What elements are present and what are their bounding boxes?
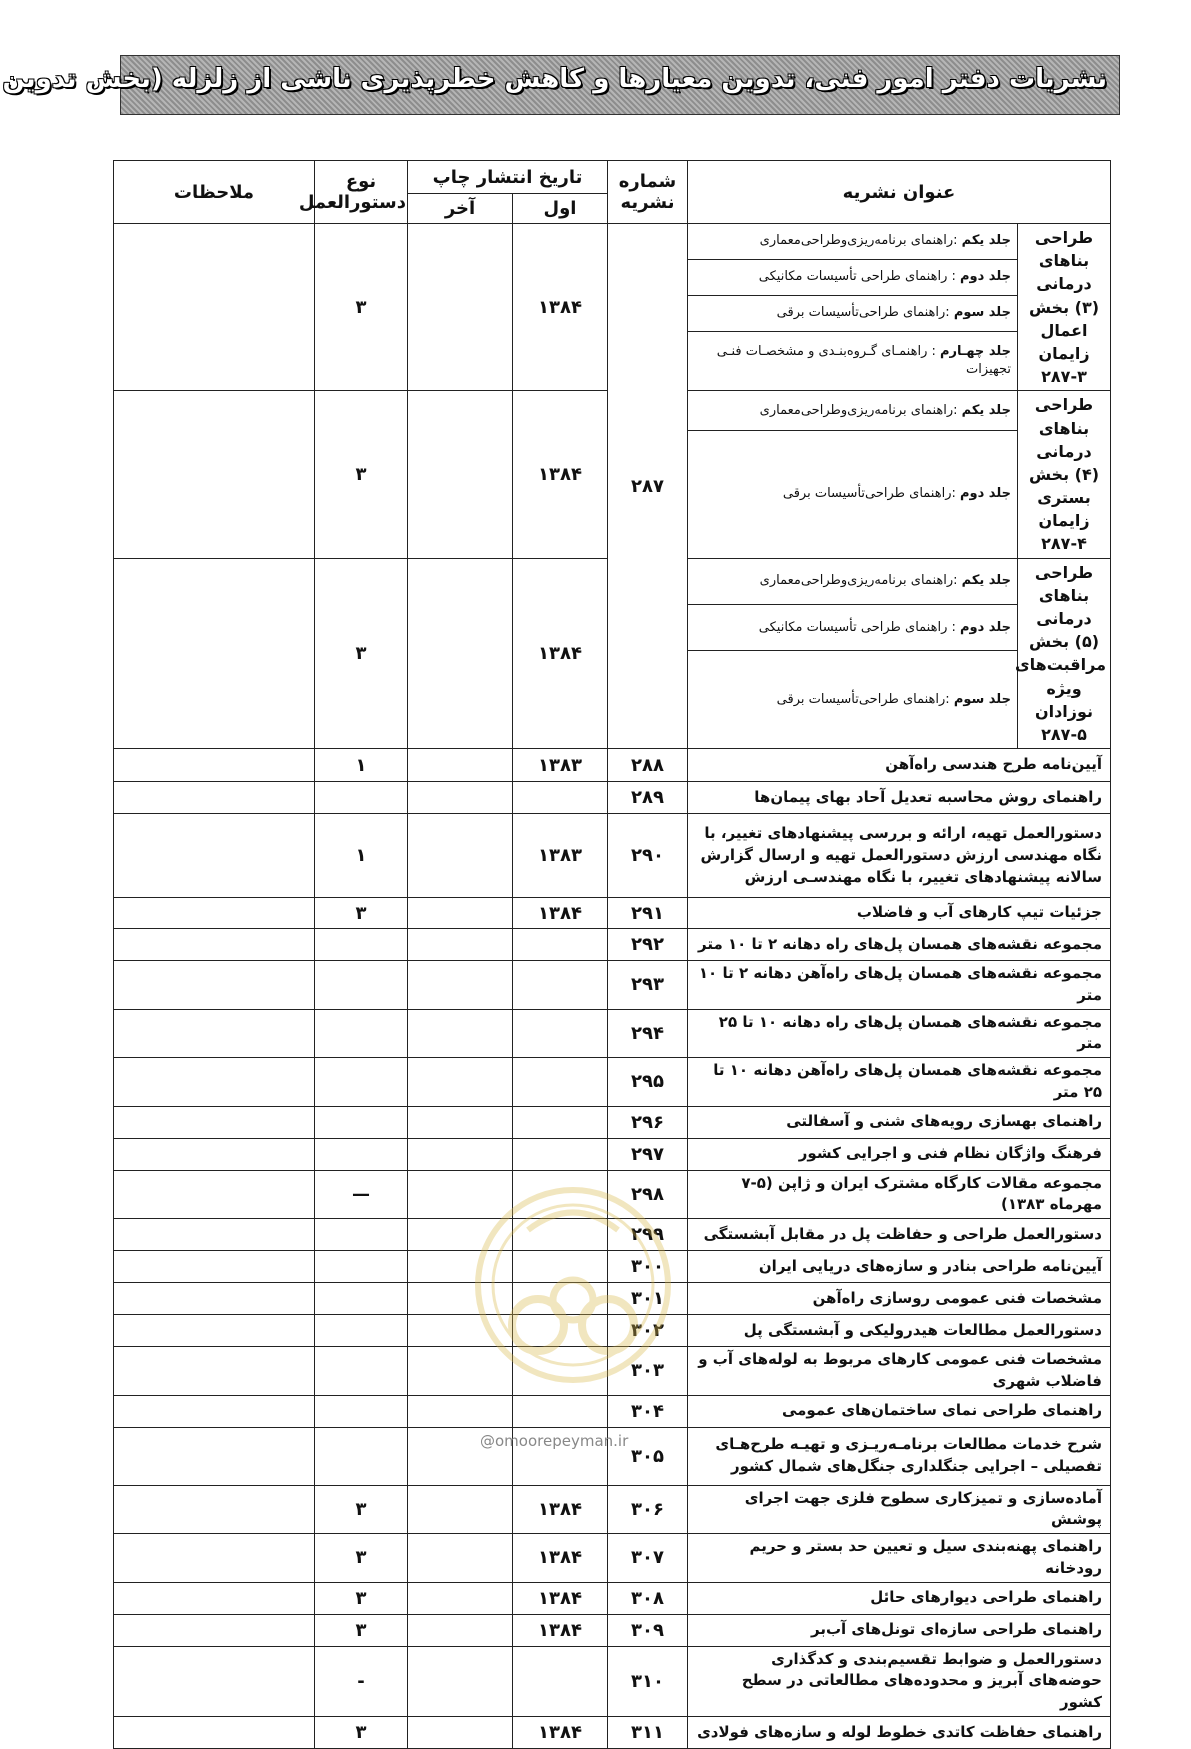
publication-number: ۲۹۷	[608, 1138, 688, 1170]
publication-number: ۳۰۸	[608, 1582, 688, 1614]
publication-title: مجموعه نقشه‌های همسان پل‌های راه‌آهن دهانه ۲ تا ۱۰ متر	[688, 961, 1111, 1010]
instruction-type	[315, 1427, 408, 1485]
notes	[114, 1716, 315, 1748]
date-first	[513, 929, 608, 961]
date-first	[513, 1009, 608, 1058]
publication-number: ۳۰۱	[608, 1283, 688, 1315]
group-name: طراحی بناهای درمانی (۵) بخش مراقبت‌های ویژه نوزادان ۵-۲۸۷	[1018, 558, 1111, 749]
date-first	[513, 1315, 608, 1347]
date-last	[408, 1219, 513, 1251]
publication-title: راهنمای پهنه‌بندی سیل و تعیین حد بستر و حریم رودخانه	[688, 1534, 1111, 1583]
publication-number: ۳۰۶	[608, 1485, 688, 1534]
table-row	[114, 961, 1111, 1010]
publication-number: ۳۰۷	[608, 1534, 688, 1583]
instruction-type: ۳	[315, 1485, 408, 1534]
instruction-type: ۳	[315, 558, 408, 749]
notes	[114, 929, 315, 961]
publication-number: ۳۰۴	[608, 1395, 688, 1427]
notes	[114, 1646, 315, 1716]
date-first	[513, 1170, 608, 1219]
date-first: ۱۳۸۴	[513, 1582, 608, 1614]
volume-cell	[688, 391, 1018, 431]
date-last	[408, 1485, 513, 1534]
instruction-type	[315, 929, 408, 961]
publication-title: مشخصات فنی عمومی روسازی راه‌آهن	[688, 1283, 1111, 1315]
publication-number: ۳۱۱	[608, 1716, 688, 1748]
group-name: طراحی بناهای درمانی (۴) بخش بستری زایمان ۴-۲۸۷	[1018, 391, 1111, 558]
publication-number: ۳۰۵	[608, 1427, 688, 1485]
publication-number: ۲۹۵	[608, 1058, 688, 1107]
table-row	[114, 1582, 1111, 1614]
volume-text: :راهنمای طراحی‌تأسیسات برقی	[782, 486, 960, 502]
volume-cell	[688, 295, 1018, 331]
notes	[114, 898, 315, 929]
date-first: ۱۳۸۴	[513, 1485, 608, 1534]
publication-title: جزئیات تیپ کارهای آب و فاضلاب	[688, 898, 1111, 929]
instruction-type	[315, 1315, 408, 1347]
date-first: ۱۳۸۴	[513, 1716, 608, 1748]
table-row	[114, 1395, 1111, 1427]
publication-number: ۲۹۴	[608, 1009, 688, 1058]
notes	[114, 1251, 315, 1283]
date-first: ۱۳۸۴	[513, 391, 608, 558]
date-last	[408, 224, 513, 391]
volume-label: جلد دوم	[960, 486, 1011, 502]
date-first	[513, 1251, 608, 1283]
table-row	[114, 1058, 1111, 1107]
volume-text: :راهنمای برنامه‌ریزی‌وطراحی‌معماری	[759, 402, 962, 418]
volume-cell	[688, 430, 1018, 558]
instruction-type: ۱	[315, 814, 408, 898]
volume-text: :راهنمای برنامه‌ریزی‌وطراحی‌معماری	[759, 573, 962, 589]
instruction-type: —	[315, 1170, 408, 1219]
publication-title: راهنمای حفاظت کاتدی خطوط لوله و سازه‌های فولادی	[688, 1716, 1111, 1748]
header-date-last: آخر	[408, 194, 513, 224]
date-first: ۱۳۸۴	[513, 224, 608, 391]
publication-number: ۳۰۰	[608, 1251, 688, 1283]
instruction-type	[315, 782, 408, 814]
publication-title: دستورالعمل تهیه، ارائه و بررسی پیشنهادهای تغییر، با نگاه مهندسی ارزش دستورالعمل تهیه و ارسال گزارش سالانه پیشنهادهای تغییر، با نگاه مهندسـی ارزش	[688, 814, 1111, 898]
notes	[114, 1395, 315, 1427]
date-last	[408, 929, 513, 961]
publication-number: ۲۹۳	[608, 961, 688, 1010]
notes	[114, 814, 315, 898]
date-first	[513, 1646, 608, 1716]
publication-number: ۳۰۲	[608, 1315, 688, 1347]
instruction-type: -	[315, 1646, 408, 1716]
notes	[114, 1485, 315, 1534]
date-first	[513, 1138, 608, 1170]
notes	[114, 1534, 315, 1583]
header-title: عنوان نشریه	[688, 161, 1111, 224]
table-row	[114, 1485, 1111, 1534]
notes	[114, 1614, 315, 1646]
publication-number: ۳۰۹	[608, 1614, 688, 1646]
table-row	[114, 814, 1111, 898]
table-row	[114, 1170, 1111, 1219]
table-row	[114, 1106, 1111, 1138]
volume-text: : راهنمای طراحی تأسیسات مکانیکی	[758, 619, 960, 635]
volume-label: جلد سوم	[953, 305, 1011, 321]
date-last	[408, 1106, 513, 1138]
volume-text: :راهنمای برنامه‌ریزی‌وطراحی‌معماری	[759, 233, 962, 249]
publication-title: راهنمای روش محاسبه تعدیل آحاد بهای پیمان‌ها	[688, 782, 1111, 814]
notes	[114, 1283, 315, 1315]
volume-cell	[688, 224, 1018, 260]
header-number: شماره نشریه	[608, 161, 688, 224]
publication-title: آیین‌نامه طراحی بنادر و سازه‌های دریایی ایران	[688, 1251, 1111, 1283]
notes	[114, 1582, 315, 1614]
date-first	[513, 1283, 608, 1315]
instruction-type	[315, 1106, 408, 1138]
banner-title: نشریات دفتر امور فنی، تدوین معیارها و کاهش خطرپذیری ناشی از زلزله (بخش تدوین	[2, 64, 1107, 94]
publication-title: دستورالعمل مطالعات هیدرولیکی و آبشستگی پل	[688, 1315, 1111, 1347]
publication-number: ۲۸۷	[608, 224, 688, 749]
instruction-type	[315, 1251, 408, 1283]
table-row	[114, 224, 1111, 260]
notes	[114, 1106, 315, 1138]
volume-cell	[688, 651, 1018, 749]
header-type: نوع دستورالعمل	[315, 161, 408, 224]
publication-title: راهنمای طراحی سازه‌ای تونل‌های آب‌بر	[688, 1614, 1111, 1646]
notes	[114, 782, 315, 814]
date-last	[408, 1170, 513, 1219]
date-first	[513, 1395, 608, 1427]
publication-number: ۲۹۹	[608, 1219, 688, 1251]
date-last	[408, 1347, 513, 1396]
instruction-type: ۳	[315, 1582, 408, 1614]
date-last	[408, 1646, 513, 1716]
publication-title: آیین‌نامه طرح هندسی راه‌آهن	[688, 749, 1111, 782]
publication-number: ۳۰۳	[608, 1347, 688, 1396]
publication-title: مشخصات فنی عمومی کارهای مربوط به لوله‌های آب و فاضلاب شهری	[688, 1347, 1111, 1396]
date-first	[513, 1347, 608, 1396]
publications-table	[113, 160, 1111, 1749]
instruction-type: ۱	[315, 749, 408, 782]
volume-label: جلد دوم	[960, 269, 1011, 285]
table-row	[114, 1716, 1111, 1748]
date-last	[408, 814, 513, 898]
table-row	[114, 1009, 1111, 1058]
header-date-first: اول	[513, 194, 608, 224]
date-last	[408, 1716, 513, 1748]
table-row	[114, 929, 1111, 961]
instruction-type: ۳	[315, 224, 408, 391]
notes	[114, 1315, 315, 1347]
date-first: ۱۳۸۴	[513, 558, 608, 749]
notes	[114, 558, 315, 749]
instruction-type	[315, 1138, 408, 1170]
notes	[114, 961, 315, 1010]
publication-number: ۲۹۱	[608, 898, 688, 929]
volume-cell	[688, 259, 1018, 295]
table-body	[114, 224, 1111, 1749]
publication-title: شرح خدمات مطالعات برنامـه‌ریـزی و تهیـه طرح‌هـای تفصیلی – اجرایی جنگلداری جنگل‌های شمال کشور	[688, 1427, 1111, 1485]
volume-label: جلد سوم	[953, 691, 1011, 707]
publication-number: ۲۸۹	[608, 782, 688, 814]
watermark-text: @omoorepeyman.ir	[480, 1432, 629, 1450]
publication-title: راهنمای طراحی نمای ساختمان‌های عمومی	[688, 1395, 1111, 1427]
publication-title: دستورالعمل طراحی و حفاظت پل در مقابل آبشستگی	[688, 1219, 1111, 1251]
notes	[114, 1219, 315, 1251]
volume-text: : راهنمـای گـروه‌بنـدی و مشخصـات فنـی تجهیزات	[716, 343, 1011, 377]
instruction-type: ۳	[315, 1534, 408, 1583]
header-date: تاریخ انتشار چاپ	[408, 161, 608, 194]
volume-label: جلد یکم	[961, 402, 1011, 418]
volume-cell	[688, 331, 1018, 391]
volume-label: جلد یکم	[961, 573, 1011, 589]
instruction-type	[315, 1219, 408, 1251]
table-row	[114, 749, 1111, 782]
notes	[114, 1427, 315, 1485]
instruction-type: ۳	[315, 1716, 408, 1748]
instruction-type	[315, 961, 408, 1010]
instruction-type	[315, 1058, 408, 1107]
publication-title: فرهنگ واژگان نظام فنی و اجرایی کشور	[688, 1138, 1111, 1170]
notes	[114, 391, 315, 558]
date-last	[408, 1315, 513, 1347]
date-last	[408, 749, 513, 782]
instruction-type: ۳	[315, 391, 408, 558]
publication-title: مجموعه نقشه‌های همسان پل‌های راه دهانه ۱۰ تا ۲۵ متر	[688, 1009, 1111, 1058]
notes	[114, 1170, 315, 1219]
notes	[114, 1009, 315, 1058]
date-last	[408, 391, 513, 558]
instruction-type	[315, 1283, 408, 1315]
volume-label: جلد چهـارم	[940, 343, 1011, 359]
notes	[114, 1347, 315, 1396]
date-first	[513, 782, 608, 814]
instruction-type	[315, 1347, 408, 1396]
date-first: ۱۳۸۳	[513, 749, 608, 782]
publication-title: آماده‌سازی و تمیزکاری سطوح فلزی جهت اجرای پوشش	[688, 1485, 1111, 1534]
date-last	[408, 782, 513, 814]
volume-cell	[688, 604, 1018, 650]
table-row	[114, 782, 1111, 814]
publication-number: ۲۹۶	[608, 1106, 688, 1138]
date-first	[513, 1219, 608, 1251]
date-first	[513, 1106, 608, 1138]
instruction-type: ۳	[315, 1614, 408, 1646]
date-last	[408, 898, 513, 929]
date-last	[408, 1058, 513, 1107]
date-last	[408, 1614, 513, 1646]
header-notes: ملاحظات	[114, 161, 315, 224]
publication-title: دستورالعمل و ضوابط تقسیم‌بندی و کدگذاری حوضه‌های آبریز و محدوده‌های مطالعاتی در سطح کشور	[688, 1646, 1111, 1716]
notes	[114, 749, 315, 782]
date-first: ۱۳۸۳	[513, 814, 608, 898]
publication-title: مجموعه نقشه‌های همسان پل‌های راه دهانه ۲ تا ۱۰ متر	[688, 929, 1111, 961]
date-last	[408, 1251, 513, 1283]
volume-label: جلد دوم	[960, 619, 1011, 635]
instruction-type	[315, 1395, 408, 1427]
volume-label: جلد یکم	[961, 233, 1011, 249]
instruction-type: ۳	[315, 898, 408, 929]
publication-title: راهنمای بهسازی رویه‌های شنی و آسفالتی	[688, 1106, 1111, 1138]
table-row	[114, 1251, 1111, 1283]
publication-title: مجموعه نقشه‌های همسان پل‌های راه‌آهن دهانه ۱۰ تا ۲۵ متر	[688, 1058, 1111, 1107]
date-last	[408, 1283, 513, 1315]
date-first	[513, 961, 608, 1010]
volume-text: :راهنمای طراحی‌تأسیسات برقی	[776, 691, 954, 707]
volume-cell	[688, 558, 1018, 604]
date-last	[408, 1534, 513, 1583]
table-row	[114, 1646, 1111, 1716]
date-first	[513, 1058, 608, 1107]
date-last	[408, 961, 513, 1010]
notes	[114, 1138, 315, 1170]
publication-number: ۲۸۸	[608, 749, 688, 782]
table-row	[114, 1315, 1111, 1347]
date-last	[408, 558, 513, 749]
date-last	[408, 1395, 513, 1427]
date-first: ۱۳۸۴	[513, 898, 608, 929]
date-first: ۱۳۸۴	[513, 1614, 608, 1646]
publication-title: راهنمای طراحی دیوارهای حائل	[688, 1582, 1111, 1614]
page-banner	[2, 55, 1120, 115]
notes	[114, 1058, 315, 1107]
table-row	[114, 1534, 1111, 1583]
publication-number: ۲۹۲	[608, 929, 688, 961]
volume-text: :راهنمای طراحی‌تأسیسات برقی	[776, 305, 954, 321]
table-row	[114, 1219, 1111, 1251]
publication-number: ۲۹۸	[608, 1170, 688, 1219]
instruction-type	[315, 1009, 408, 1058]
publication-title: مجموعه مقالات کارگاه مشترک ایران و ژاپن (۵-۷ مهرماه ۱۳۸۳)	[688, 1170, 1111, 1219]
date-last	[408, 1138, 513, 1170]
notes	[114, 224, 315, 391]
group-name: طراحی بناهای درمانی (۳) بخش اعمال زایمان ۳-۲۸۷	[1018, 224, 1111, 391]
publication-number: ۳۱۰	[608, 1646, 688, 1716]
table-row	[114, 1283, 1111, 1315]
publication-number: ۲۹۰	[608, 814, 688, 898]
table-row	[114, 898, 1111, 929]
table-row	[114, 1138, 1111, 1170]
table-row	[114, 1614, 1111, 1646]
date-last	[408, 1009, 513, 1058]
volume-text: : راهنمای طراحی تأسیسات مکانیکی	[758, 269, 960, 285]
date-last	[408, 1582, 513, 1614]
table-row	[114, 1347, 1111, 1396]
date-first: ۱۳۸۴	[513, 1534, 608, 1583]
